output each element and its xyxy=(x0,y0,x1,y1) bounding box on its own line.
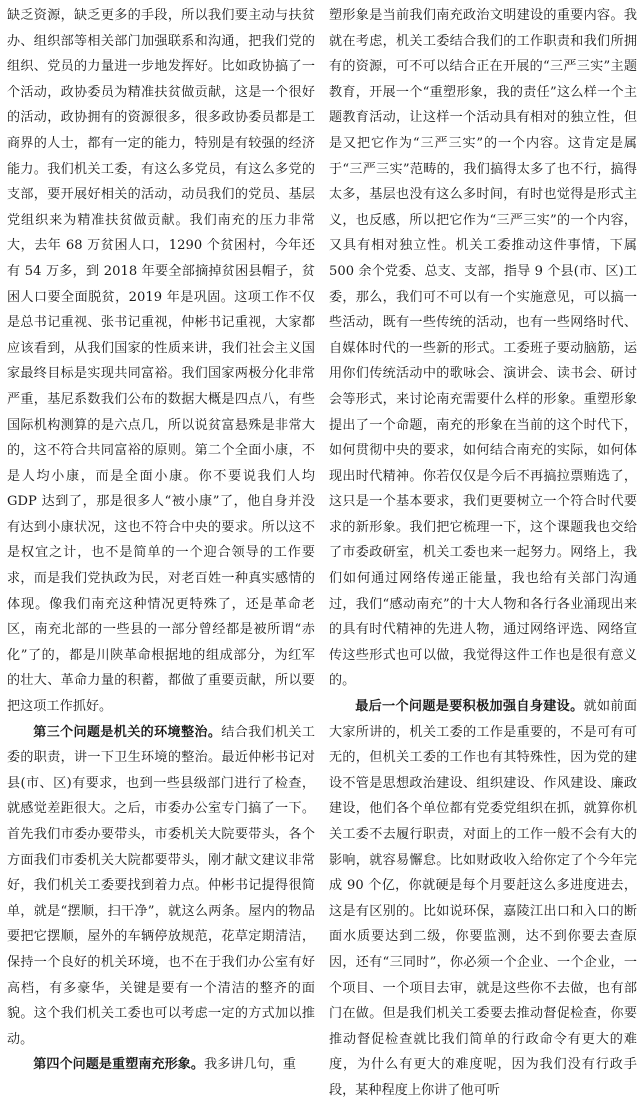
heading-image: 第四个问题是重塑南充形象。 xyxy=(33,1057,205,1073)
paragraph-reshape-image: 塑形象是当前我们南充政治文明建设的重要内容。我就在考虑，机关工委结合我们的工作职责和我们所拥有的资源，可不可以结合正在开展的“三严三实”主题教育，开展一个“重塑形象，我的责任”这么样一个主题教育活动，让这样一个活动具有相对的独立性，但是又把它作为“三严三实”的一个内容。这肯定是属于“三严三实”范畴的，我们搞得太多了也不行，搞得太多，基层也没有这么多时间，有时也觉得是形式主义，也反感，所以把它作为“三严三实”的一个内容，又具有相对独立性。机关工委推动这件事情，下属 500 余个党委、总支、支部，指导 9 个县(市、区)工委，那么，我们可不可以有一个实施意见，可以搞一些活动，既有一些传统的活动，也有一些网络时代、自媒体时代的一些新的形式。工委班子要动脑筋，运用你们传统活动中的歌咏会、演讲会、读书会、研讨会等形式，来讨论南充需要什么样的形象。重塑形象提出了一个命题，南充的形象在当前的这个时代下，如何贯彻中央的要求，如何结合南充的实际，如何体现出时代精神。你若仅仅是今后不再搞拉票贿选了，这只是一个基本要求，我们更要树立一个符合时代要求的新形象。我们把它梳理一下，这个课题我也交给了市委政研室，机关工委也来一起努力。网络上，我们如何通过网络传递正能量，我也给有关部门沟通过，我们“感动南充”的十大人物和各行各业涌现出来的具有时代精神的先进人物，通过网络评选、网络宣传这些形式也可以做，我觉得这件工作也是很有意义的。 xyxy=(329,8,637,689)
left-column xyxy=(7,3,315,1073)
paragraph-image xyxy=(7,1052,315,1078)
heading-self-building: 最后一个问题是要积极加强自身建设。 xyxy=(355,699,584,715)
paragraph-self-building xyxy=(329,694,637,1104)
paragraph-poverty-alleviation: 缺乏资源，缺乏更多的手段，所以我们要主动与扶贫办、组织部等相关部门加强联系和沟通，把我们党的组织、党员的力量进一步地发挥好。比如政协搞了一个活动，政协委员为精准扶贫做贡献，这是一个很好的活动，政协拥有的资源很多，很多政协委员都是工商界的人士，都有一定的能力，特别是有较强的经济能力。我们机关工委，有这么多党员，有这么多党的支部，要开展好相关的活动，动员我们的党员、基层党组织来为精准扶贫做贡献。我们南充的压力非常大，去年 68 万贫困人口，1290 个贫困村，今年还有 54 万多，到 2018 年要全部摘掉贫困县帽子，贫困人口要全面脱贫，2019 年是巩固。这项工作不仅是总书记重视、张书记重视，仲彬书记重视，大家都应该看到，从我们国家的性质来讲，我们社会主义国家最终目标是实现共同富裕。我们国家两极分化非常严重，基尼系数我们公布的数据大概是四点八，有些国际机构测算的是六点几，所以说贫富悬殊是非常大的，这不符合共同富裕的原则。第二个全面小康，不是人均小康，而是全面小康。你不要说我们人均 GDP 达到了，那是很多人“被小康”了，他自身并没有达到小康状况，这也不符合中央的要求。所以这不是权宜之计，也不是简单的一个迎合领导的工作要求，而是我们党执政为民，对老百姓一种真实感情的体现。像我们南充这种情况更特殊了，还是革命老区，南充北部的一些县的一部分曾经都是被所谓“赤化”了的，都是川陕革命根据地的组成部分，为红军的壮大、革命力量的积蓄，都做了重要贡献，所以要把这项工作抓好。 xyxy=(7,8,315,715)
paragraph-self-building-body: 就如前面大家所讲的，机关工委的工作是重要的，不是可有可无的，但机关工委的工作也有其特殊性，因为党的建设不管是思想政治建设、组织建设、作风建设、廉政建设，他们各个单位都有党委党组织在抓，就算你机关工委不去履行职责，对面上的工作一般不会有大的影响，就容易懈怠。比如财政收入给你定了个今年完成 90 个亿，你就硬是每个月要赶这么多进度进去，这是有区别的。比如说环保，嘉陵江出口和入口的断面水质要达到二级，你要监测，达不到你要去查原因，还有“三同时”，你必须一个企业、一个企业，一个项目、一个项目去审，就是这些你不去做，也有部门在做。但是我们机关工委要去推动督促检查，你要推动督促检查就比我们简单的行政命令有更大的难度，为什么有更大的难度呢，因为我们没有行政手段，某种程度上你讲了他可听 xyxy=(329,699,637,1098)
right-column xyxy=(329,3,637,1098)
paragraph-image-body: 我多讲几句，重 xyxy=(204,1057,297,1073)
paragraph-environment xyxy=(7,720,315,1053)
paragraph-environment-body: 结合我们机关工委的职责，讲一下卫生环境的整治。最近仲彬书记对县(市、区)有要求，也到一些县级部门进行了检查，就感觉差距很大。之后，市委办公室专门搞了一下。首先我们市委办要带头，市委机关大院要带头，各个方面我们市委机关大院都要带头，刚才献文建议非常好，我们机关工委要找到着力点。仲彬书记提得很简单，就是“摆顺，扫干净”，就这么两条。屋内的物品要把它摆顺，屋外的车辆停放规范，花草定期清洁，保持一个良好的机关环境，也不在于我们办公室有好高档，有多豪华，关键是要有一个清洁的整齐的面貌。这个我们机关工委也可以考虑一定的方式加以推动。 xyxy=(7,724,315,1047)
heading-environment: 第三个问题是机关的环境整治。 xyxy=(33,724,222,740)
